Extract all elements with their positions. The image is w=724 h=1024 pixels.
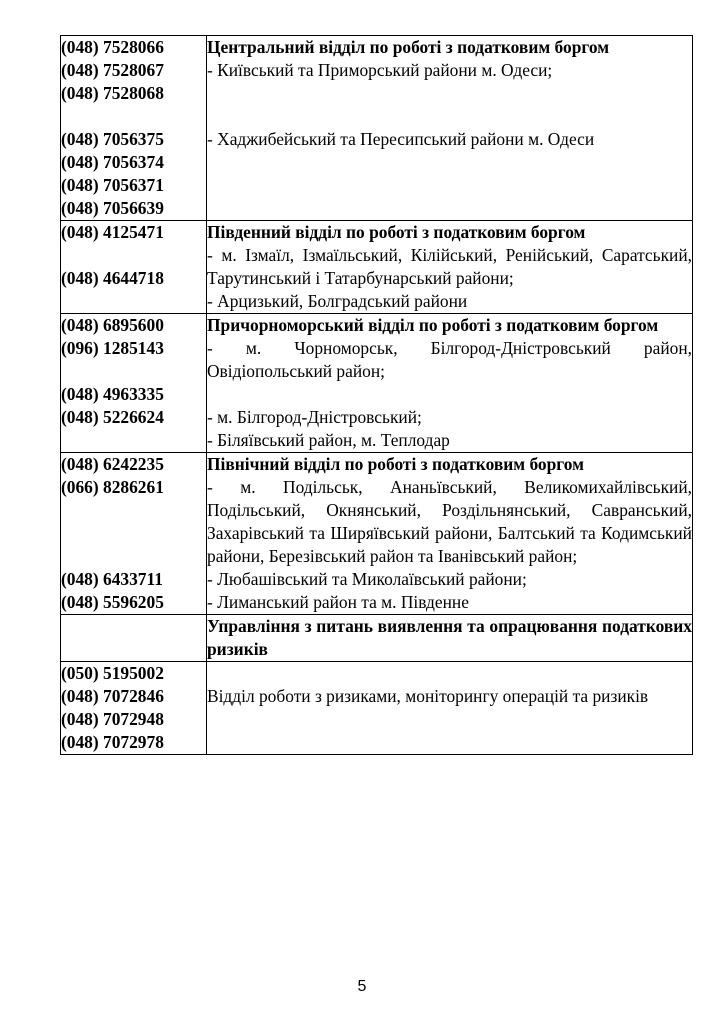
district-item: - Любашівський та Миколаївський райони; — [207, 569, 527, 589]
directorate-title: Управління з питань виявлення та опрацювання податкових ризиків — [207, 616, 692, 659]
district-item: - м. Ізмаїл, Ізмаїльський, Кілійський, Ренійський, Саратський, Тарутинський і Татарбунарський райони; — [207, 245, 692, 288]
table-row — [61, 662, 693, 755]
phone-cell — [61, 221, 207, 314]
phone-number: (066) 8286261 — [61, 477, 164, 497]
district-item: - м. Чорноморськ, Білгород-Дністровський район, Овідіопольський район; — [207, 338, 692, 381]
phone-number: (048) 6895600 — [61, 315, 164, 335]
district-item: - м. Білгород-Дністровський; — [207, 407, 422, 427]
district-item: - Біляївський район, м. Теплодар — [207, 430, 450, 450]
phone-number: (048) 7072978 — [61, 732, 164, 752]
phone-number: (048) 7072948 — [61, 709, 164, 729]
empty-cell — [61, 615, 207, 662]
department-description: Відділ роботи з ризиками, моніторингу операцій та ризиків — [207, 686, 649, 706]
district-item: - Лиманський район та м. Південне — [207, 592, 469, 612]
phone-number: (048) 6242235 — [61, 454, 164, 474]
phone-number: (048) 7056375 — [61, 129, 164, 149]
department-title: Північний відділ по роботі з податковим боргом — [207, 454, 584, 474]
department-title: Південний відділ по роботі з податковим боргом — [207, 222, 586, 242]
phone-number: (048) 7056374 — [61, 152, 164, 172]
district-item: - Київський та Приморський райони м. Одеси; — [207, 60, 553, 80]
contacts-table — [60, 35, 693, 755]
table-row — [61, 453, 693, 615]
phone-number: (050) 5195002 — [61, 663, 164, 683]
department-cell — [207, 453, 693, 615]
district-item: - Хаджибейський та Пересипський райони м. Одеси — [207, 129, 595, 149]
department-title: Центральний відділ по роботі з податковим боргом — [207, 37, 610, 57]
phone-number: (048) 7528068 — [61, 83, 164, 103]
phone-number: (048) 4644718 — [61, 268, 164, 288]
district-item: - м. Подільськ, Ананьївський, Великомихайлівський, Подільський, Окнянський, Роздільнянський, Савранський, Захарівський та Ширяївський райони, Балтський та Кодимський райони, Березівський район та Іванівський район; — [207, 477, 692, 566]
phone-number: (048) 7072846 — [61, 686, 164, 706]
phone-cell — [61, 662, 207, 755]
phone-cell — [61, 453, 207, 615]
table-row — [61, 36, 693, 221]
phone-number: (048) 5226624 — [61, 407, 164, 427]
page-number: 5 — [357, 978, 367, 995]
phone-number: (096) 1285143 — [61, 338, 164, 358]
phone-number: (048) 4963335 — [61, 384, 164, 404]
phone-number: (048) 6433711 — [61, 569, 163, 589]
district-item: - Арцизький, Болградський райони — [207, 291, 468, 311]
department-title: Причорноморський відділ по роботі з податковим боргом — [207, 315, 659, 335]
department-cell — [207, 662, 693, 755]
phone-number: (048) 7528066 — [61, 37, 164, 57]
department-cell — [207, 314, 693, 453]
department-cell — [207, 221, 693, 314]
department-cell — [207, 615, 693, 662]
phone-number: (048) 7528067 — [61, 60, 164, 80]
phone-cell — [61, 314, 207, 453]
table-row — [61, 314, 693, 453]
phone-number: (048) 4125471 — [61, 222, 164, 242]
phone-number: (048) 7056639 — [61, 198, 164, 218]
phone-number: (048) 7056371 — [61, 175, 164, 195]
phone-cell — [61, 36, 207, 221]
table-row — [61, 615, 693, 662]
table-row — [61, 221, 693, 314]
department-cell — [207, 36, 693, 221]
phone-number: (048) 5596205 — [61, 592, 164, 612]
